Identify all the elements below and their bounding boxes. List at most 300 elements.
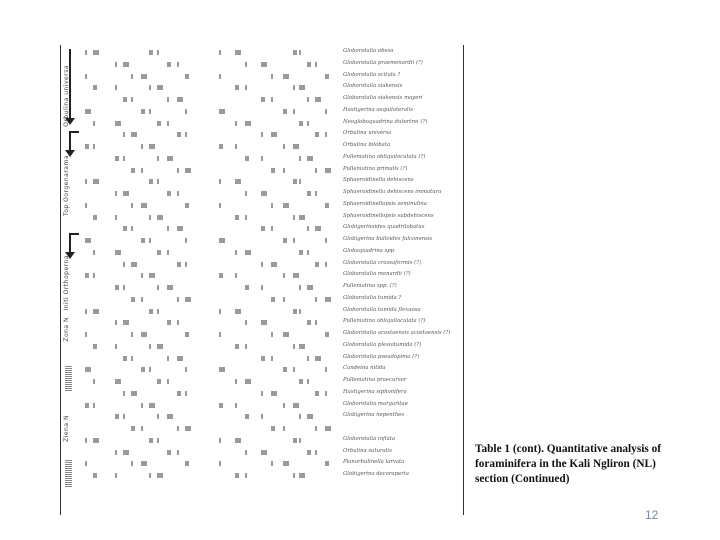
abundance-mark — [261, 262, 263, 267]
abundance-mark — [283, 238, 287, 243]
abundance-mark — [219, 332, 221, 337]
abundance-marks — [85, 473, 335, 479]
abundance-mark — [315, 62, 317, 67]
abundance-mark — [283, 109, 287, 114]
abundance-marks — [85, 97, 335, 103]
abundance-mark — [167, 97, 169, 102]
abundance-mark — [141, 144, 143, 149]
abundance-mark — [293, 50, 297, 55]
abundance-mark — [149, 403, 155, 408]
abundance-mark — [315, 262, 319, 267]
abundance-mark — [299, 379, 303, 384]
abundance-marks — [85, 109, 335, 115]
table-row — [85, 364, 460, 376]
table-row — [85, 176, 460, 188]
abundance-mark — [149, 85, 151, 90]
abundance-mark — [149, 215, 151, 220]
abundance-mark — [235, 121, 237, 126]
species-name: Pulleniatina obliquiloculata (?) — [343, 153, 426, 160]
abundance-mark — [131, 97, 133, 102]
abundance-mark — [123, 262, 125, 267]
abundance-mark — [167, 226, 169, 231]
abundance-mark — [219, 203, 221, 208]
table-row — [85, 94, 460, 106]
table-row — [85, 259, 460, 271]
abundance-mark — [245, 191, 247, 196]
abundance-marks — [85, 226, 335, 232]
table-row — [85, 200, 460, 212]
abundance-mark — [93, 250, 95, 255]
abundance-mark — [245, 285, 249, 290]
abundance-marks — [85, 203, 335, 209]
arrow-icon — [69, 233, 71, 253]
abundance-mark — [315, 191, 317, 196]
abundance-mark — [185, 391, 187, 396]
abundance-mark — [325, 297, 331, 302]
abundance-mark — [315, 426, 317, 431]
abundance-mark — [115, 62, 117, 67]
abundance-marks — [85, 414, 335, 420]
abundance-mark — [115, 250, 121, 255]
abundance-mark — [157, 50, 159, 55]
abundance-marks — [85, 273, 335, 279]
abundance-mark — [307, 450, 311, 455]
abundance-mark — [283, 426, 285, 431]
abundance-marks — [85, 215, 335, 221]
species-name: Pulleniatina spp. (?) — [343, 283, 397, 289]
abundance-mark — [115, 191, 117, 196]
abundance-mark — [167, 450, 171, 455]
abundance-mark — [261, 191, 267, 196]
abundance-mark — [235, 344, 239, 349]
abundance-mark — [307, 121, 309, 126]
abundance-mark — [93, 403, 95, 408]
table-row — [85, 458, 460, 470]
table-row — [85, 247, 460, 259]
abundance-mark — [141, 168, 143, 173]
abundance-mark — [157, 473, 163, 478]
species-name: Sphaeroidinellopsis subdehiscens — [343, 212, 434, 219]
species-name: Sphaeroidinella dehiscens — [343, 177, 414, 184]
species-name: Orbulina bilobata — [343, 142, 391, 148]
abundance-marks — [85, 320, 335, 326]
abundance-mark — [219, 273, 223, 278]
abundance-mark — [299, 285, 301, 290]
abundance-mark — [93, 344, 97, 349]
table-row — [85, 71, 460, 83]
abundance-marks — [85, 297, 335, 303]
abundance-mark — [157, 414, 159, 419]
abundance-mark — [131, 332, 133, 337]
abundance-mark — [293, 144, 299, 149]
abundance-mark — [141, 203, 147, 208]
abundance-mark — [235, 473, 239, 478]
data-table — [60, 45, 464, 515]
abundance-mark — [299, 309, 301, 314]
abundance-mark — [271, 391, 277, 396]
species-name: Globorotalia crassaformis (?) — [343, 259, 421, 266]
stratigraphy-axis — [63, 45, 83, 515]
abundance-mark — [271, 297, 275, 302]
abundance-mark — [235, 144, 237, 149]
abundance-mark — [261, 414, 263, 419]
table-row — [85, 376, 460, 388]
abundance-marks — [85, 121, 335, 127]
abundance-mark — [293, 309, 297, 314]
abundance-mark — [261, 356, 265, 361]
abundance-mark — [293, 473, 295, 478]
abundance-mark — [141, 426, 143, 431]
abundance-mark — [177, 297, 179, 302]
abundance-mark — [283, 332, 289, 337]
abundance-mark — [261, 132, 263, 137]
table-row — [85, 141, 460, 153]
abundance-mark — [271, 461, 273, 466]
abundance-mark — [123, 132, 125, 137]
abundance-mark — [307, 285, 313, 290]
species-name: Sphaeroidinella dehiscens immatura — [343, 189, 442, 195]
abundance-mark — [149, 438, 153, 443]
abundance-mark — [115, 344, 117, 349]
abundance-mark — [93, 379, 95, 384]
species-name: Globorotalia acostaensis acostaensis (?) — [343, 330, 451, 336]
table-row — [85, 270, 460, 282]
table-row — [85, 118, 460, 130]
abundance-mark — [307, 97, 309, 102]
abundance-mark — [299, 50, 301, 55]
abundance-mark — [235, 309, 241, 314]
abundance-marks — [85, 74, 335, 80]
abundance-mark — [177, 356, 183, 361]
species-name: Globorotalia margaritae — [343, 400, 408, 407]
abundance-mark — [141, 109, 145, 114]
abundance-mark — [85, 403, 89, 408]
abundance-mark — [93, 50, 99, 55]
abundance-mark — [245, 215, 247, 220]
abundance-mark — [85, 273, 89, 278]
abundance-mark — [271, 226, 273, 231]
species-name: Hastigerina aequilateralis — [343, 106, 414, 113]
species-rows — [85, 47, 460, 482]
species-name: Globigerina nepenthes — [343, 412, 405, 419]
table-row — [85, 212, 460, 224]
abundance-mark — [219, 179, 221, 184]
abundance-mark — [157, 85, 163, 90]
species-name: Globigerinoides quadrilobatus — [343, 224, 425, 231]
abundance-mark — [85, 309, 87, 314]
abundance-mark — [131, 461, 133, 466]
abundance-mark — [245, 156, 249, 161]
abundance-mark — [149, 473, 151, 478]
abundance-mark — [167, 121, 169, 126]
abundance-mark — [177, 426, 179, 431]
abundance-mark — [293, 179, 297, 184]
abundance-mark — [271, 132, 277, 137]
abundance-mark — [115, 121, 121, 126]
abundance-mark — [177, 62, 179, 67]
abundance-mark — [261, 391, 263, 396]
abundance-mark — [315, 450, 317, 455]
table-row — [85, 447, 460, 459]
abundance-mark — [131, 226, 133, 231]
abundance-mark — [307, 156, 313, 161]
abundance-mark — [293, 238, 295, 243]
abundance-mark — [245, 414, 249, 419]
abundance-mark — [271, 74, 273, 79]
abundance-mark — [185, 109, 187, 114]
zone-label: Orbulina universa — [63, 65, 70, 127]
abundance-mark — [315, 97, 321, 102]
table-row — [85, 411, 460, 423]
abundance-mark — [167, 414, 173, 419]
abundance-mark — [115, 156, 119, 161]
abundance-mark — [219, 438, 221, 443]
abundance-mark — [219, 309, 221, 314]
abundance-mark — [185, 461, 189, 466]
abundance-mark — [315, 320, 317, 325]
abundance-mark — [141, 74, 147, 79]
abundance-mark — [261, 62, 267, 67]
abundance-marks — [85, 85, 335, 91]
species-name: Globigerina bulloides falconensis — [343, 236, 433, 242]
abundance-mark — [271, 262, 277, 267]
abundance-mark — [261, 226, 265, 231]
abundance-mark — [299, 85, 305, 90]
abundance-mark — [131, 168, 135, 173]
zone-label: Ziena N — [63, 415, 70, 442]
abundance-mark — [93, 179, 99, 184]
abundance-mark — [115, 285, 119, 290]
abundance-mark — [157, 215, 163, 220]
abundance-marks — [85, 62, 335, 68]
abundance-mark — [307, 320, 311, 325]
species-name: Globorotalia inflata — [343, 435, 396, 442]
abundance-mark — [245, 320, 247, 325]
table-row — [85, 129, 460, 141]
abundance-mark — [185, 426, 191, 431]
abundance-mark — [283, 461, 289, 466]
abundance-mark — [307, 226, 309, 231]
abundance-mark — [245, 473, 247, 478]
abundance-mark — [307, 356, 309, 361]
abundance-mark — [141, 297, 143, 302]
abundance-mark — [149, 238, 151, 243]
species-name: Globorotalia praemenardii (?) — [343, 59, 423, 66]
abundance-marks — [85, 262, 335, 268]
abundance-marks — [85, 156, 335, 162]
abundance-mark — [93, 309, 99, 314]
abundance-mark — [131, 74, 133, 79]
abundance-mark — [293, 85, 295, 90]
abundance-mark — [115, 85, 117, 90]
abundance-mark — [283, 273, 285, 278]
abundance-mark — [141, 332, 147, 337]
table-row — [85, 235, 460, 247]
abundance-marks — [85, 461, 335, 467]
abundance-mark — [149, 273, 155, 278]
abundance-marks — [85, 438, 335, 444]
species-name: Candeina nitida — [343, 365, 386, 372]
abundance-mark — [157, 344, 163, 349]
abundance-mark — [261, 156, 263, 161]
abundance-marks — [85, 332, 335, 338]
species-name: Pulleniatina obliquiloculata (?) — [343, 318, 426, 325]
abundance-marks — [85, 344, 335, 350]
abundance-mark — [325, 262, 327, 267]
abundance-mark — [177, 320, 179, 325]
abundance-mark — [85, 461, 87, 466]
abundance-mark — [157, 121, 161, 126]
table-row — [85, 400, 460, 412]
abundance-mark — [131, 203, 133, 208]
abundance-mark — [149, 344, 151, 349]
table-row — [85, 82, 460, 94]
abundance-mark — [245, 62, 247, 67]
abundance-mark — [235, 50, 241, 55]
abundance-mark — [307, 379, 309, 384]
abundance-mark — [271, 426, 275, 431]
abundance-mark — [299, 215, 305, 220]
table-row — [85, 282, 460, 294]
zone-label: Top Oorgenarama — [63, 155, 70, 216]
abundance-mark — [131, 132, 137, 137]
abundance-mark — [123, 450, 129, 455]
table-row — [85, 106, 460, 118]
abundance-mark — [149, 50, 153, 55]
table-row — [85, 317, 460, 329]
abundance-mark — [283, 203, 289, 208]
abundance-mark — [271, 332, 273, 337]
abundance-mark — [219, 238, 225, 243]
abundance-mark — [299, 473, 305, 478]
abundance-mark — [261, 97, 265, 102]
abundance-mark — [315, 297, 317, 302]
species-name: Globorotalia tumida ? — [343, 294, 402, 301]
abundance-mark — [185, 367, 187, 372]
abundance-mark — [149, 144, 155, 149]
abundance-mark — [167, 156, 173, 161]
abundance-mark — [115, 473, 117, 478]
abundance-mark — [271, 168, 275, 173]
abundance-marks — [85, 179, 335, 185]
abundance-mark — [167, 320, 171, 325]
abundance-mark — [123, 191, 129, 196]
table-row — [85, 188, 460, 200]
abundance-mark — [115, 320, 117, 325]
abundance-mark — [157, 179, 159, 184]
abundance-mark — [283, 144, 285, 149]
abundance-mark — [157, 156, 159, 161]
abundance-mark — [325, 391, 327, 396]
abundance-mark — [283, 403, 285, 408]
abundance-mark — [219, 50, 221, 55]
abundance-mark — [293, 344, 295, 349]
table-row — [85, 47, 460, 59]
abundance-mark — [325, 367, 327, 372]
abundance-mark — [131, 262, 137, 267]
species-name: Planorbulinella larvata — [343, 459, 405, 466]
abundance-mark — [177, 226, 183, 231]
abundance-mark — [185, 132, 187, 137]
abundance-mark — [115, 414, 119, 419]
abundance-mark — [283, 168, 285, 173]
species-name: Globorotalia obesa — [343, 48, 394, 54]
abundance-mark — [185, 332, 189, 337]
abundance-mark — [307, 191, 311, 196]
table-row — [85, 223, 460, 235]
abundance-mark — [235, 379, 237, 384]
abundance-mark — [185, 297, 191, 302]
table-row — [85, 59, 460, 71]
abundance-mark — [325, 238, 327, 243]
arrow-icon — [69, 131, 71, 151]
species-name: Orbulina universa — [343, 130, 392, 137]
abundance-mark — [177, 168, 179, 173]
abundance-mark — [93, 273, 95, 278]
abundance-mark — [299, 250, 303, 255]
abundance-mark — [85, 238, 91, 243]
abundance-mark — [325, 203, 329, 208]
table-row — [85, 153, 460, 165]
abundance-mark — [235, 85, 239, 90]
abundance-mark — [245, 450, 247, 455]
abundance-mark — [219, 461, 221, 466]
abundance-mark — [299, 156, 301, 161]
species-name: Sphaeroidinellopsis seminulina — [343, 200, 427, 207]
abundance-mark — [315, 226, 321, 231]
abundance-mark — [185, 203, 189, 208]
abundance-marks — [85, 285, 335, 291]
table-row — [85, 341, 460, 353]
abundance-mark — [93, 121, 95, 126]
abundance-mark — [293, 109, 295, 114]
abundance-mark — [261, 450, 267, 455]
abundance-mark — [123, 391, 125, 396]
species-name: Globorotalia tumida flexuosa — [343, 306, 421, 313]
abundance-mark — [177, 450, 179, 455]
abundance-mark — [235, 403, 237, 408]
abundance-mark — [141, 367, 145, 372]
abundance-mark — [123, 320, 129, 325]
table-row — [85, 165, 460, 177]
abundance-mark — [93, 473, 97, 478]
abundance-mark — [293, 215, 295, 220]
abundance-mark — [131, 356, 133, 361]
species-name: Globorotalia pseudopima (?) — [343, 353, 420, 360]
abundance-mark — [271, 203, 273, 208]
abundance-mark — [325, 74, 329, 79]
abundance-mark — [325, 109, 327, 114]
abundance-mark — [149, 109, 151, 114]
abundance-mark — [219, 109, 225, 114]
abundance-mark — [325, 168, 331, 173]
abundance-mark — [93, 85, 97, 90]
abundance-mark — [157, 285, 159, 290]
table-row — [85, 329, 460, 341]
abundance-mark — [177, 132, 181, 137]
abundance-marks — [85, 391, 335, 397]
abundance-mark — [325, 332, 329, 337]
abundance-mark — [131, 391, 137, 396]
abundance-mark — [245, 250, 251, 255]
abundance-mark — [219, 144, 223, 149]
abundance-mark — [293, 367, 295, 372]
abundance-mark — [235, 438, 241, 443]
species-name: Globoquadrina spp. — [343, 247, 396, 254]
species-name: Pulleniatina praecursor — [343, 377, 407, 383]
abundance-mark — [85, 367, 91, 372]
abundance-mark — [85, 332, 87, 337]
